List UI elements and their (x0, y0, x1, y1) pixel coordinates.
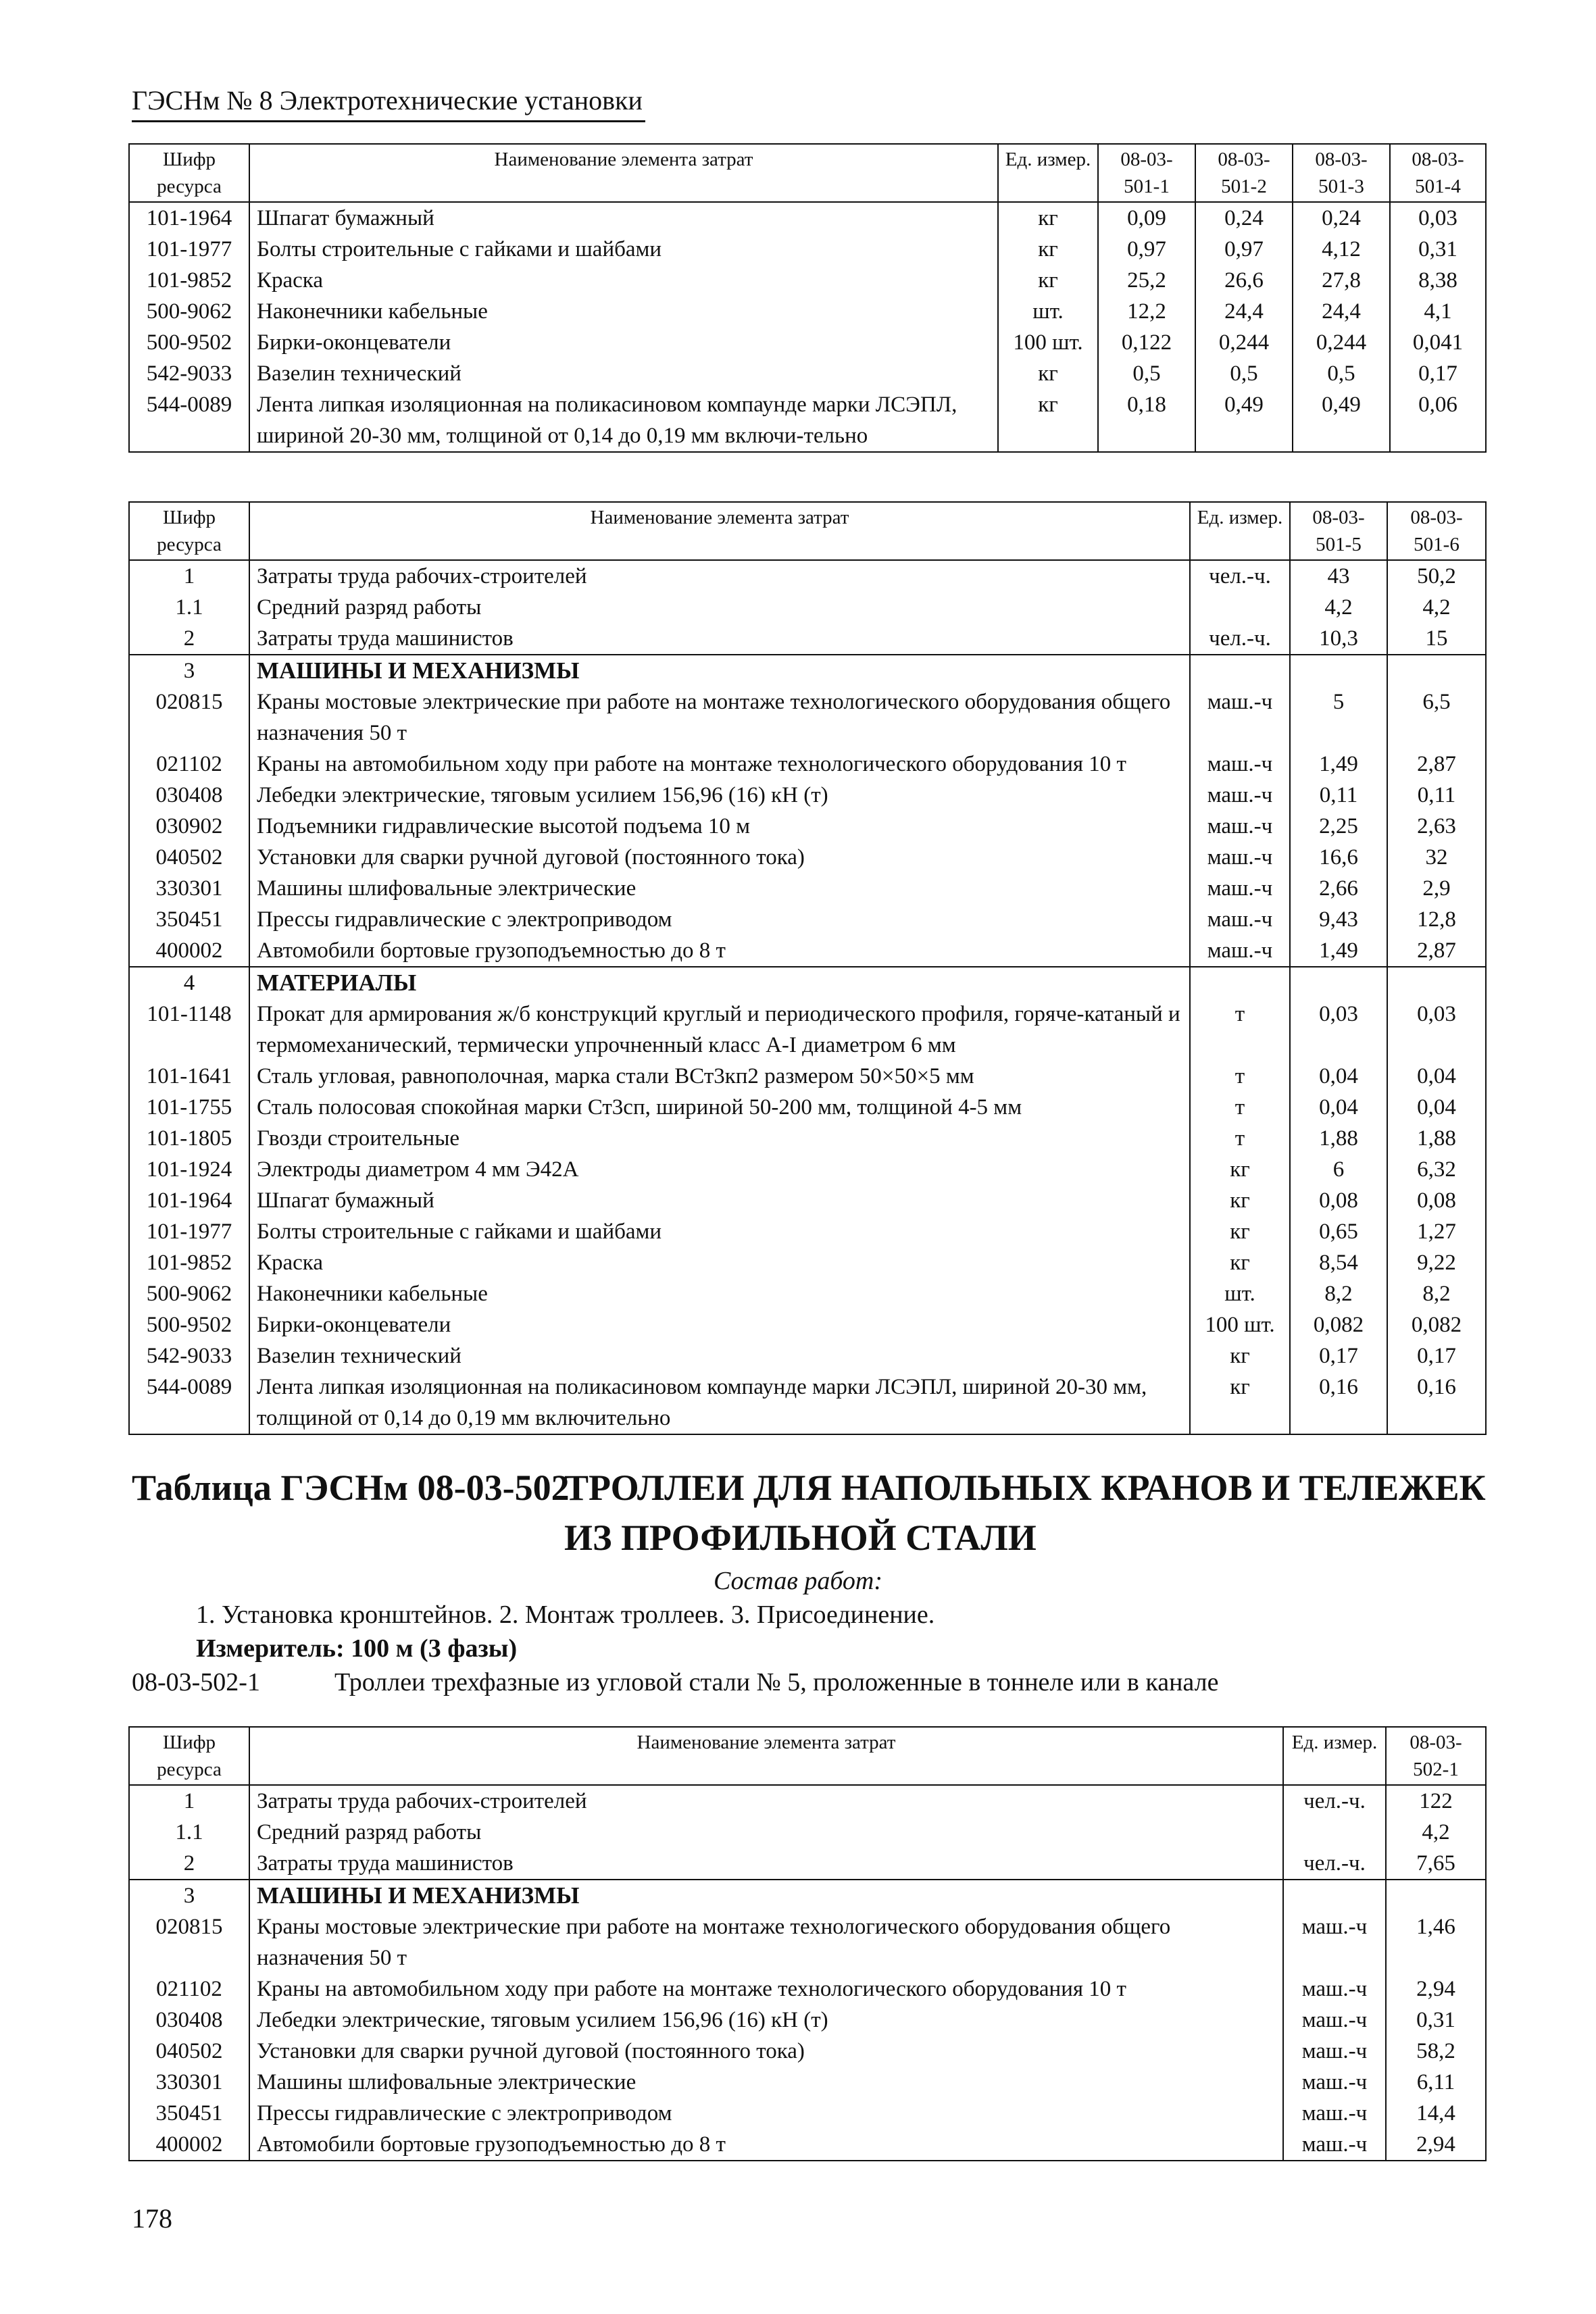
cell-cost-item: Шпагат бумажный (249, 202, 998, 234)
table-row (129, 623, 1486, 655)
cell-resource-code: 020815 (129, 686, 249, 749)
cell-value: 2,94 (1386, 2129, 1486, 2161)
measure-unit: Измеритель: 100 м (3 фазы) (196, 1634, 518, 1663)
cell-unit: т (1190, 1061, 1290, 1092)
cell-value: 0,041 (1390, 327, 1486, 358)
cell-value (1290, 655, 1387, 686)
cell-value: 0,11 (1290, 780, 1387, 811)
col-header-501-2: 08-03-501-2 (1195, 144, 1293, 202)
table-title: ТРОЛЛЕИ ДЛЯ НАПОЛЬНЫХ КРАНОВ И ТЕЛЕЖЕК ИЗ ПРОФИЛЬНОЙ СТАЛИ (564, 1467, 1486, 1558)
cell-cost-item: Шпагат бумажный (249, 1185, 1190, 1216)
cell-resource-code: 021102 (129, 1973, 249, 2005)
col-header-name: Наименование элемента затрат (249, 502, 1190, 560)
cell-unit: маш.-ч (1190, 811, 1290, 842)
cell-cost-item: Краны мостовые электрические при работе на монтаже технологического оборудования общего назначения 50 т (249, 1911, 1283, 1973)
cell-unit: маш.-ч (1283, 2098, 1386, 2129)
cell-unit: кг (1190, 1372, 1290, 1434)
table-row (129, 1154, 1486, 1185)
cell-cost-item: Сталь угловая, равнополочная, марка стали ВСт3кп2 размером 50×50×5 мм (249, 1061, 1190, 1092)
cell-value: 5 (1290, 686, 1387, 749)
cell-unit: маш.-ч (1283, 1973, 1386, 2005)
cell-unit: маш.-ч (1283, 2129, 1386, 2161)
cell-value: 0,24 (1195, 202, 1293, 234)
table-label: Таблица ГЭСНм 08-03-502 (132, 1467, 570, 1508)
table-row (129, 749, 1486, 780)
running-header: ГЭСНм № 8 Электротехнические установки (132, 84, 645, 122)
cell-unit: маш.-ч (1190, 935, 1290, 967)
cell-cost-item: Прессы гидравлические с электроприводом (249, 2098, 1283, 2129)
table-row (129, 1092, 1486, 1123)
cell-unit (1190, 655, 1290, 686)
cell-resource-code: 4 (129, 967, 249, 999)
cell-value: 0,082 (1387, 1309, 1486, 1340)
table-row (129, 1185, 1486, 1216)
table-row (129, 1817, 1486, 1848)
cell-value (1387, 655, 1486, 686)
cell-unit: шт. (998, 296, 1098, 327)
cell-unit: маш.-ч (1190, 904, 1290, 935)
cell-cost-item: Болты строительные с гайками и шайбами (249, 1216, 1190, 1247)
table-row (129, 686, 1486, 749)
cell-resource-code: 021102 (129, 749, 249, 780)
cell-value: 0,65 (1290, 1216, 1387, 1247)
cell-value: 0,49 (1293, 389, 1390, 452)
cell-cost-item: Автомобили бортовые грузоподъемностью до 8 т (249, 2129, 1283, 2161)
cell-cost-item: Подъемники гидравлические высотой подъема 10 м (249, 811, 1190, 842)
cell-resource-code: 500-9062 (129, 296, 249, 327)
cell-unit: чел.-ч. (1190, 560, 1290, 592)
table-row (129, 1278, 1486, 1309)
cell-cost-item: МАШИНЫ И МЕХАНИЗМЫ (249, 655, 1190, 686)
cell-resource-code: 101-1964 (129, 1185, 249, 1216)
cell-value: 24,4 (1293, 296, 1390, 327)
cell-value: 32 (1387, 842, 1486, 873)
cell-value: 0,16 (1387, 1372, 1486, 1434)
cell-unit: кг (1190, 1185, 1290, 1216)
cell-value: 16,6 (1290, 842, 1387, 873)
cell-resource-code: 544-0089 (129, 389, 249, 452)
cell-value: 2,66 (1290, 873, 1387, 904)
col-header-code: Шифр ресурса (129, 144, 249, 202)
cell-unit: кг (1190, 1216, 1290, 1247)
cell-resource-code: 544-0089 (129, 1372, 249, 1434)
cell-value: 0,04 (1387, 1092, 1486, 1123)
table-row (129, 1848, 1486, 1880)
cell-unit: кг (998, 389, 1098, 452)
cell-unit: маш.-ч (1190, 780, 1290, 811)
cell-value: 12,2 (1098, 296, 1195, 327)
cell-cost-item: Прессы гидравлические с электроприводом (249, 904, 1190, 935)
cell-value: 43 (1290, 560, 1387, 592)
cell-resource-code: 350451 (129, 2098, 249, 2129)
cell-cost-item: Лента липкая изоляционная на поликасиновом компаунде марки ЛСЭПЛ, шириной 20-30 мм, толщиной от 0,14 до 0,19 мм включи-тельно (249, 389, 998, 452)
cell-resource-code: 500-9062 (129, 1278, 249, 1309)
cell-value: 8,2 (1290, 1278, 1387, 1309)
page-number: 178 (132, 2203, 172, 2234)
cell-value: 0,11 (1387, 780, 1486, 811)
cell-cost-item: Наконечники кабельные (249, 296, 998, 327)
cell-cost-item: Затраты труда рабочих-строителей (249, 560, 1190, 592)
table-row (129, 655, 1486, 686)
table-row (129, 935, 1486, 967)
cell-unit: кг (998, 358, 1098, 389)
col-header-501-4: 08-03-501-4 (1390, 144, 1486, 202)
cell-unit: маш.-ч (1190, 686, 1290, 749)
cell-value: 58,2 (1386, 2036, 1486, 2067)
cell-unit (1283, 1880, 1386, 1911)
cell-resource-code: 101-1148 (129, 999, 249, 1061)
cell-value (1386, 1880, 1486, 1911)
table-row (129, 780, 1486, 811)
cell-resource-code: 500-9502 (129, 327, 249, 358)
cell-value: 0,04 (1290, 1061, 1387, 1092)
cell-resource-code: 040502 (129, 842, 249, 873)
resource-table-501-5-6 (128, 501, 1487, 1435)
cell-cost-item: Затраты труда машинистов (249, 623, 1190, 655)
table-row (129, 560, 1486, 592)
cell-value: 122 (1386, 1785, 1486, 1817)
cell-value: 1,88 (1387, 1123, 1486, 1154)
cell-cost-item: Установки для сварки ручной дуговой (постоянного тока) (249, 2036, 1283, 2067)
cell-resource-code: 101-1924 (129, 1154, 249, 1185)
cell-resource-code: 1.1 (129, 592, 249, 623)
cell-cost-item: Бирки-оконцеватели (249, 1309, 1190, 1340)
cell-cost-item: Вазелин технический (249, 1340, 1190, 1372)
cell-unit: т (1190, 999, 1290, 1061)
cell-resource-code: 101-1977 (129, 1216, 249, 1247)
cell-value: 0,97 (1195, 234, 1293, 265)
cell-value: 0,18 (1098, 389, 1195, 452)
cell-value: 7,65 (1386, 1848, 1486, 1880)
cell-value: 1,49 (1290, 749, 1387, 780)
cell-cost-item: Сталь полосовая спокойная марки Ст3сп, шириной 50-200 мм, толщиной 4-5 мм (249, 1092, 1190, 1123)
col-header-501-1: 08-03-501-1 (1098, 144, 1195, 202)
cell-value: 26,6 (1195, 265, 1293, 296)
cell-value: 0,5 (1098, 358, 1195, 389)
cell-resource-code: 1.1 (129, 1817, 249, 1848)
cell-value (1290, 967, 1387, 999)
cell-value: 0,17 (1387, 1340, 1486, 1372)
cell-resource-code: 1 (129, 1785, 249, 1817)
table-row (129, 842, 1486, 873)
cell-value: 6,5 (1387, 686, 1486, 749)
col-header-code: Шифр ресурса (129, 502, 249, 560)
cell-cost-item: Прокат для армирования ж/б конструкций круглый и периодического профиля, горяче-катаный и термомеханический, термически упрочненный класс А-I диаметром 6 мм (249, 999, 1190, 1061)
cell-value: 12,8 (1387, 904, 1486, 935)
cell-value: 0,5 (1195, 358, 1293, 389)
table-row (129, 265, 1486, 296)
table-row (129, 1911, 1486, 1973)
cell-value: 0,08 (1387, 1185, 1486, 1216)
cell-value: 0,08 (1290, 1185, 1387, 1216)
table-row (129, 327, 1486, 358)
cell-cost-item: Средний разряд работы (249, 592, 1190, 623)
table-row (129, 1123, 1486, 1154)
cell-value: 8,54 (1290, 1247, 1387, 1278)
cell-value: 25,2 (1098, 265, 1195, 296)
cell-value: 0,03 (1290, 999, 1387, 1061)
cell-value: 0,04 (1290, 1092, 1387, 1123)
cell-value: 0,04 (1387, 1061, 1486, 1092)
cell-unit: маш.-ч (1283, 2005, 1386, 2036)
cell-value: 2,87 (1387, 749, 1486, 780)
table-row (129, 1061, 1486, 1092)
col-header-502-1: 08-03-502-1 (1386, 1727, 1486, 1785)
cell-value: 27,8 (1293, 265, 1390, 296)
cell-resource-code: 400002 (129, 935, 249, 967)
cell-unit: шт. (1190, 1278, 1290, 1309)
cell-resource-code: 101-1805 (129, 1123, 249, 1154)
cell-value: 9,22 (1387, 1247, 1486, 1278)
cell-resource-code: 330301 (129, 873, 249, 904)
table-row (129, 1973, 1486, 2005)
cell-value (1387, 967, 1486, 999)
cell-unit (1283, 1817, 1386, 1848)
cell-resource-code: 030408 (129, 2005, 249, 2036)
cell-resource-code: 101-1641 (129, 1061, 249, 1092)
cell-value: 24,4 (1195, 296, 1293, 327)
cell-value: 0,97 (1098, 234, 1195, 265)
cell-value: 1,46 (1386, 1911, 1486, 1973)
cell-cost-item: Гвозди строительные (249, 1123, 1190, 1154)
cell-value: 0,244 (1195, 327, 1293, 358)
table-row (129, 2067, 1486, 2098)
cell-value: 0,17 (1290, 1340, 1387, 1372)
cell-cost-item: Лебедки электрические, тяговым усилием 156,96 (16) кН (т) (249, 2005, 1283, 2036)
cell-value: 0,244 (1293, 327, 1390, 358)
table-row (129, 592, 1486, 623)
cell-value: 2,94 (1386, 1973, 1486, 2005)
cell-unit (1190, 592, 1290, 623)
cell-value: 14,4 (1386, 2098, 1486, 2129)
composition-label: Состав работ: (713, 1567, 883, 1595)
cell-value: 0,17 (1390, 358, 1486, 389)
cell-value: 4,1 (1390, 296, 1486, 327)
table-row (129, 2129, 1486, 2161)
cell-unit: кг (1190, 1340, 1290, 1372)
table-row (129, 1340, 1486, 1372)
table-row (129, 999, 1486, 1061)
table-row (129, 296, 1486, 327)
cell-resource-code: 542-9033 (129, 358, 249, 389)
cell-resource-code: 030902 (129, 811, 249, 842)
col-header-code: Шифр ресурса (129, 1727, 249, 1785)
cell-resource-code: 542-9033 (129, 1340, 249, 1372)
cell-unit: чел.-ч. (1283, 1785, 1386, 1817)
cell-unit: чел.-ч. (1283, 1848, 1386, 1880)
table-row (129, 1247, 1486, 1278)
cell-cost-item: МАШИНЫ И МЕХАНИЗМЫ (249, 1880, 1283, 1911)
cell-resource-code: 330301 (129, 2067, 249, 2098)
cell-value: 0,24 (1293, 202, 1390, 234)
cell-value: 2,9 (1387, 873, 1486, 904)
cell-value: 8,38 (1390, 265, 1486, 296)
cell-cost-item: Краны на автомобильном ходу при работе на монтаже технологического оборудования 10 т (249, 1973, 1283, 2005)
cell-unit: маш.-ч (1190, 749, 1290, 780)
cell-value: 0,03 (1387, 999, 1486, 1061)
cell-resource-code: 3 (129, 1880, 249, 1911)
norm-code: 08-03-502-1 (132, 1668, 260, 1696)
cell-unit: 100 шт. (1190, 1309, 1290, 1340)
cell-unit: маш.-ч (1190, 873, 1290, 904)
table-row (129, 389, 1486, 452)
norm-code-line (132, 1667, 1219, 1697)
cell-cost-item: Вазелин технический (249, 358, 998, 389)
cell-value: 15 (1387, 623, 1486, 655)
cell-unit: маш.-ч (1283, 2036, 1386, 2067)
cell-value: 4,12 (1293, 234, 1390, 265)
cell-cost-item: Краска (249, 265, 998, 296)
cell-unit: маш.-ч (1283, 1911, 1386, 1973)
cell-value: 50,2 (1387, 560, 1486, 592)
cell-cost-item: Средний разряд работы (249, 1817, 1283, 1848)
cell-value: 6 (1290, 1154, 1387, 1185)
cell-resource-code: 3 (129, 655, 249, 686)
cell-cost-item: Затраты труда рабочих-строителей (249, 1785, 1283, 1817)
table-row (129, 967, 1486, 999)
cell-value: 0,122 (1098, 327, 1195, 358)
cell-cost-item: Автомобили бортовые грузоподъемностью до 8 т (249, 935, 1190, 967)
table-row (129, 1309, 1486, 1340)
cell-unit: кг (1190, 1247, 1290, 1278)
cell-cost-item: Наконечники кабельные (249, 1278, 1190, 1309)
col-header-name: Наименование элемента затрат (249, 1727, 1283, 1785)
works-list: 1. Установка кронштейнов. 2. Монтаж троллеев. 3. Присоединение. (196, 1601, 935, 1629)
cell-value: 0,31 (1386, 2005, 1486, 2036)
table-row (129, 234, 1486, 265)
cell-resource-code: 2 (129, 623, 249, 655)
col-header-unit: Ед. измер. (1190, 502, 1290, 560)
cell-value: 2,63 (1387, 811, 1486, 842)
table-row (129, 873, 1486, 904)
cell-unit: т (1190, 1123, 1290, 1154)
table-row (129, 2036, 1486, 2067)
cell-value: 0,5 (1293, 358, 1390, 389)
cell-resource-code: 030408 (129, 780, 249, 811)
cell-unit: т (1190, 1092, 1290, 1123)
cell-resource-code: 101-1755 (129, 1092, 249, 1123)
col-header-501-3: 08-03-501-3 (1293, 144, 1390, 202)
table-row (129, 904, 1486, 935)
col-header-501-5: 08-03-501-5 (1290, 502, 1387, 560)
cell-value: 0,31 (1390, 234, 1486, 265)
cell-resource-code: 350451 (129, 904, 249, 935)
table-row (129, 1216, 1486, 1247)
table-row (129, 1880, 1486, 1911)
col-header-unit: Ед. измер. (998, 144, 1098, 202)
table-row (129, 1785, 1486, 1817)
cell-cost-item: Бирки-оконцеватели (249, 327, 998, 358)
cell-value: 0,06 (1390, 389, 1486, 452)
cell-unit: кг (998, 202, 1098, 234)
cell-cost-item: Установки для сварки ручной дуговой (постоянного тока) (249, 842, 1190, 873)
cell-cost-item: Электроды диаметром 4 мм Э42А (249, 1154, 1190, 1185)
cell-unit: маш.-ч (1190, 842, 1290, 873)
cell-resource-code: 101-1964 (129, 202, 249, 234)
cell-unit (1190, 967, 1290, 999)
col-header-unit: Ед. измер. (1283, 1727, 1386, 1785)
cell-cost-item: Лебедки электрические, тяговым усилием 156,96 (16) кН (т) (249, 780, 1190, 811)
table-row (129, 2005, 1486, 2036)
resource-table-502-1 (128, 1726, 1487, 2161)
cell-cost-item: Машины шлифовальные электрические (249, 873, 1190, 904)
cell-value: 0,03 (1390, 202, 1486, 234)
cell-unit: маш.-ч (1283, 2067, 1386, 2098)
cell-resource-code: 020815 (129, 1911, 249, 1973)
cell-resource-code: 040502 (129, 2036, 249, 2067)
table-row (129, 358, 1486, 389)
cell-resource-code: 1 (129, 560, 249, 592)
cell-cost-item: Болты строительные с гайками и шайбами (249, 234, 998, 265)
table-row (129, 2098, 1486, 2129)
cell-unit: 100 шт. (998, 327, 1098, 358)
cell-value: 6,32 (1387, 1154, 1486, 1185)
resource-table-501-1-4 (128, 143, 1487, 453)
cell-cost-item: Краны на автомобильном ходу при работе на монтаже технологического оборудования 10 т (249, 749, 1190, 780)
cell-resource-code: 500-9502 (129, 1309, 249, 1340)
cell-unit: кг (998, 265, 1098, 296)
cell-resource-code: 101-9852 (129, 1247, 249, 1278)
cell-resource-code: 101-9852 (129, 265, 249, 296)
cell-cost-item: Краны мостовые электрические при работе на монтаже технологического оборудования общего назначения 50 т (249, 686, 1190, 749)
cell-value: 1,88 (1290, 1123, 1387, 1154)
cell-value: 1,27 (1387, 1216, 1486, 1247)
cell-cost-item: Краска (249, 1247, 1190, 1278)
cell-resource-code: 101-1977 (129, 234, 249, 265)
cell-value: 0,082 (1290, 1309, 1387, 1340)
cell-cost-item: Машины шлифовальные электрические (249, 2067, 1283, 2098)
col-header-name: Наименование элемента затрат (249, 144, 998, 202)
cell-cost-item: МАТЕРИАЛЫ (249, 967, 1190, 999)
cell-value: 4,2 (1290, 592, 1387, 623)
cell-value: 0,49 (1195, 389, 1293, 452)
cell-cost-item: Лента липкая изоляционная на поликасиновом компаунде марки ЛСЭПЛ, шириной 20-30 мм, толщиной от 0,14 до 0,19 мм включительно (249, 1372, 1190, 1434)
cell-value: 9,43 (1290, 904, 1387, 935)
norm-description: Троллеи трехфазные из угловой стали № 5, проложенные в тоннеле или в канале (334, 1668, 1219, 1696)
table-row (129, 1372, 1486, 1434)
cell-value: 8,2 (1387, 1278, 1486, 1309)
table-row (129, 202, 1486, 234)
cell-unit: чел.-ч. (1190, 623, 1290, 655)
cell-value: 0,09 (1098, 202, 1195, 234)
cell-value: 4,2 (1386, 1817, 1486, 1848)
cell-cost-item: Затраты труда машинистов (249, 1848, 1283, 1880)
cell-resource-code: 400002 (129, 2129, 249, 2161)
cell-value: 2,25 (1290, 811, 1387, 842)
cell-unit: кг (1190, 1154, 1290, 1185)
cell-value: 1,49 (1290, 935, 1387, 967)
cell-resource-code: 2 (129, 1848, 249, 1880)
cell-value: 4,2 (1387, 592, 1486, 623)
cell-value: 0,16 (1290, 1372, 1387, 1434)
cell-value: 10,3 (1290, 623, 1387, 655)
table-row (129, 811, 1486, 842)
cell-value: 6,11 (1386, 2067, 1486, 2098)
cell-value: 2,87 (1387, 935, 1486, 967)
cell-unit: кг (998, 234, 1098, 265)
col-header-501-6: 08-03-501-6 (1387, 502, 1486, 560)
